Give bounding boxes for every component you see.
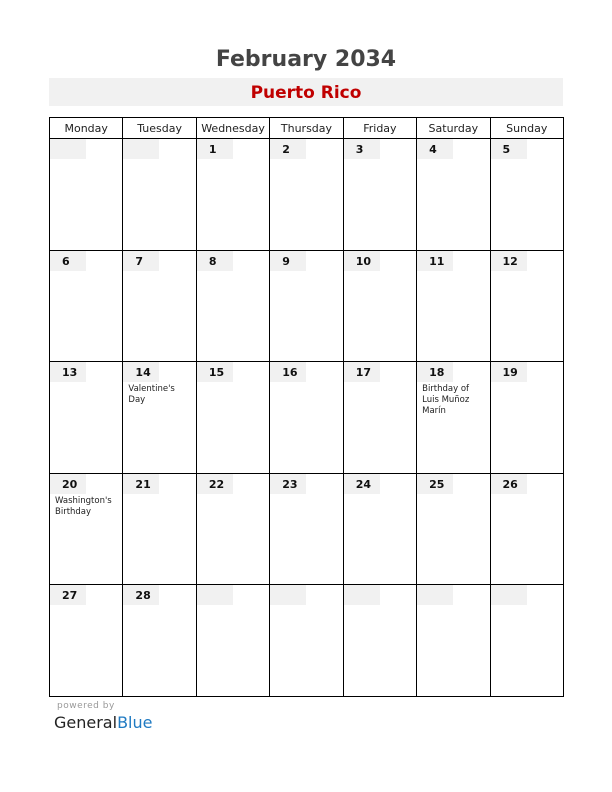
day-cell	[490, 473, 563, 585]
day-cell	[417, 250, 490, 362]
day-cell	[196, 585, 269, 697]
day-cell	[490, 139, 563, 251]
holiday-label: Washington's Birthday	[55, 495, 112, 517]
day-cell	[343, 250, 416, 362]
day-number	[50, 139, 86, 159]
day-cell	[50, 250, 123, 362]
brand-logo[interactable]	[54, 713, 152, 732]
day-cell	[123, 250, 196, 362]
country-name: Puerto Rico	[250, 83, 362, 103]
weekday-header: Wednesday	[196, 118, 269, 139]
day-cell	[417, 473, 490, 585]
day-cell	[343, 362, 416, 474]
day-cell	[50, 473, 123, 585]
powered-by-label: powered by	[57, 701, 115, 711]
day-cell	[196, 139, 269, 251]
day-number	[344, 585, 380, 605]
day-cell	[270, 139, 343, 251]
weekday-header: Monday	[50, 118, 123, 139]
day-cell	[490, 250, 563, 362]
day-number: 24	[344, 474, 380, 494]
week-row	[50, 473, 564, 585]
day-cell	[123, 585, 196, 697]
day-cell	[270, 362, 343, 474]
day-number: 20	[50, 474, 86, 494]
weekday-header-row	[50, 118, 564, 139]
day-number: 9	[270, 251, 306, 271]
day-number	[270, 585, 306, 605]
week-row	[50, 585, 564, 697]
day-number	[491, 585, 527, 605]
day-number: 6	[50, 251, 86, 271]
day-cell	[417, 139, 490, 251]
holiday-label: Birthday of Luis Muñoz Marín	[422, 384, 470, 417]
day-cell	[270, 250, 343, 362]
day-number: 7	[123, 251, 159, 271]
day-cell	[50, 362, 123, 474]
day-cell	[417, 585, 490, 697]
day-number: 14	[123, 362, 159, 382]
day-cell	[270, 585, 343, 697]
day-number: 19	[491, 362, 527, 382]
day-cell	[270, 473, 343, 585]
day-cell	[417, 362, 490, 474]
day-number: 2	[270, 139, 306, 159]
day-cell	[490, 362, 563, 474]
day-number: 8	[197, 251, 233, 271]
weekday-header: Thursday	[270, 118, 343, 139]
day-number: 17	[344, 362, 380, 382]
day-cell	[196, 362, 269, 474]
day-number: 3	[344, 139, 380, 159]
day-number: 28	[123, 585, 159, 605]
day-cell	[343, 585, 416, 697]
day-cell	[343, 139, 416, 251]
day-number: 13	[50, 362, 86, 382]
day-number: 18	[417, 362, 453, 382]
day-number: 26	[491, 474, 527, 494]
brand-general: General	[54, 713, 118, 732]
day-number: 5	[491, 139, 527, 159]
day-number: 11	[417, 251, 453, 271]
day-cell	[196, 473, 269, 585]
day-number: 1	[197, 139, 233, 159]
weekday-header: Saturday	[417, 118, 490, 139]
day-number: 22	[197, 474, 233, 494]
day-number	[197, 585, 233, 605]
weekday-header: Tuesday	[123, 118, 196, 139]
week-row	[50, 250, 564, 362]
day-number: 4	[417, 139, 453, 159]
day-number: 21	[123, 474, 159, 494]
day-cell	[123, 139, 196, 251]
holiday-label: Valentine's Day	[128, 384, 175, 406]
day-cell	[123, 362, 196, 474]
calendar-grid	[49, 117, 564, 697]
day-number: 15	[197, 362, 233, 382]
day-number: 25	[417, 474, 453, 494]
page-title: February 2034	[215, 47, 397, 72]
day-number: 27	[50, 585, 86, 605]
day-cell	[490, 585, 563, 697]
day-number	[123, 139, 159, 159]
weekday-header: Sunday	[490, 118, 563, 139]
day-cell	[196, 250, 269, 362]
day-cell	[50, 585, 123, 697]
day-cell	[123, 473, 196, 585]
week-row	[50, 362, 564, 474]
day-cell	[50, 139, 123, 251]
weekday-header: Friday	[343, 118, 416, 139]
day-number	[417, 585, 453, 605]
day-number: 10	[344, 251, 380, 271]
day-number: 12	[491, 251, 527, 271]
country-banner	[49, 78, 563, 106]
brand-blue: Blue	[117, 713, 153, 732]
day-cell	[343, 473, 416, 585]
day-number: 16	[270, 362, 306, 382]
day-number: 23	[270, 474, 306, 494]
week-row	[50, 139, 564, 251]
